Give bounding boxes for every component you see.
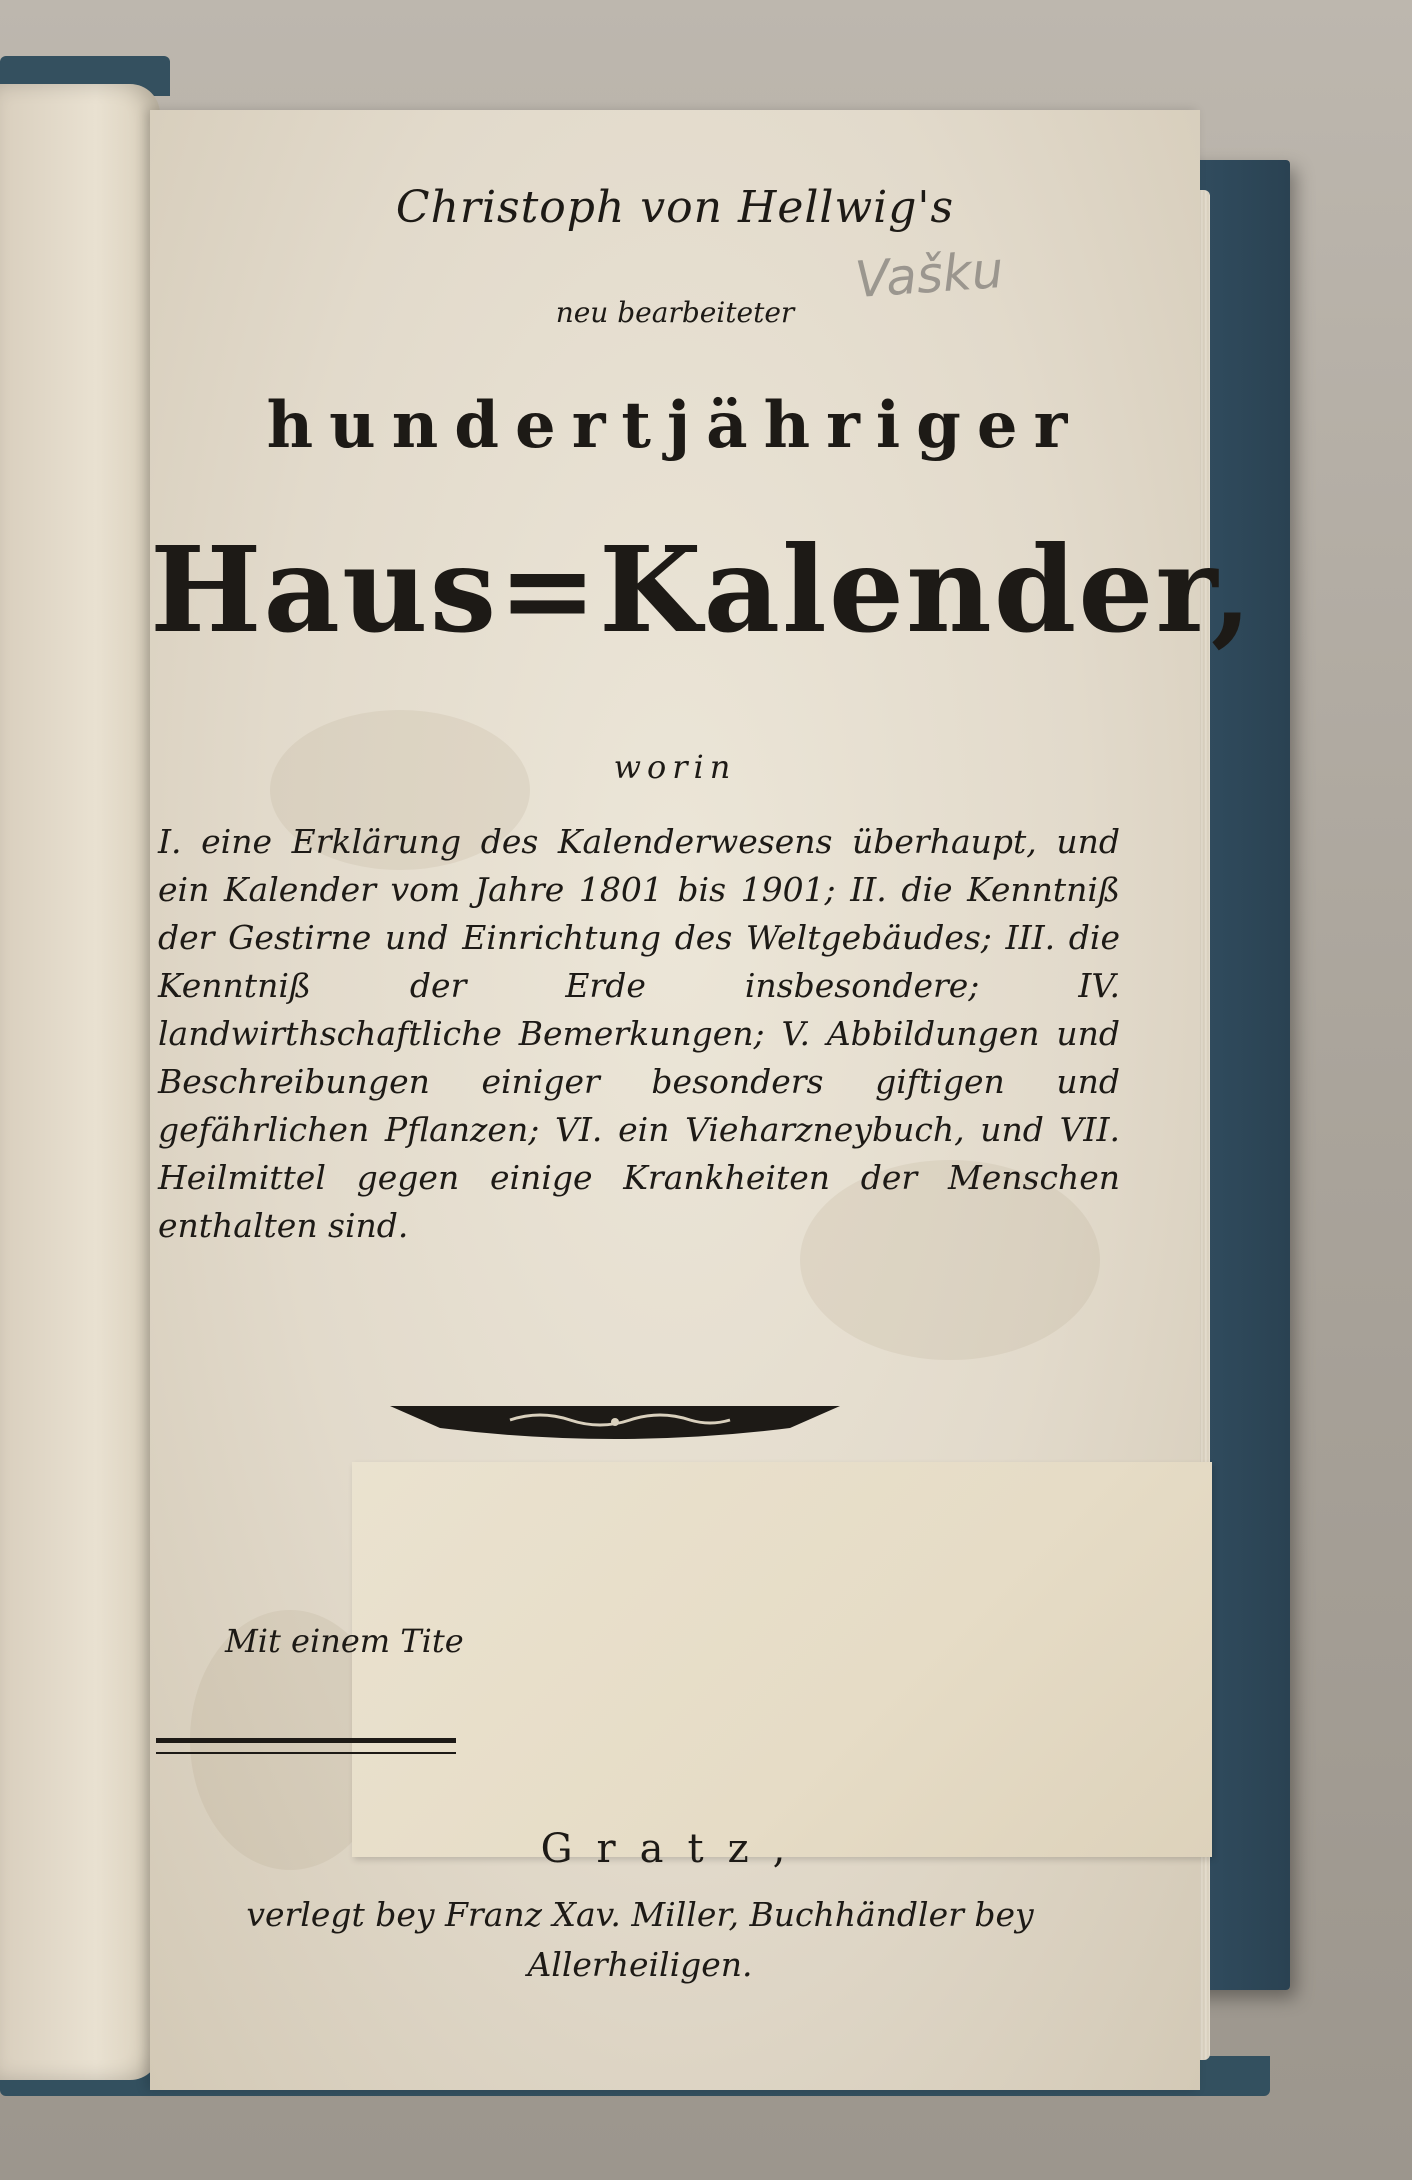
ornament-icon bbox=[390, 1398, 840, 1444]
left-page bbox=[0, 84, 160, 2080]
author-line: Christoph von Hellwig's bbox=[395, 182, 955, 233]
worin-line: worin bbox=[613, 748, 737, 786]
paper-label-patch bbox=[352, 1462, 1212, 1857]
subtitle-line: neu bearbeiteter bbox=[555, 296, 795, 329]
title-line-2: Haus=Kalender, bbox=[150, 520, 1255, 659]
partial-text-line: Mit einem Tite bbox=[225, 1622, 464, 1660]
imprint-text: verlegt bey Franz Xav. Miller, Buchhändler bey Allerheiligen. bbox=[246, 1895, 1034, 1984]
contents-paragraph: I. eine Erklärung des Kalenderwesens überhaupt, und ein Kalender vom Jahre 1801 bis 1901; II. die Kenntniß der Gestirne und Einrichtung des Weltgebäudes; III. die Kenntniß der Erde insbesondere; IV. landwirthschaftliche Bemerkungen; V. Abbildungen und Beschreibungen einiger besonders giftigen und gefährlichen Pflanzen; VI. ein Vieharzneybuch, und VII. Heilmittel gegen einige Krankheiten der Menschen enthalten sind. bbox=[158, 822, 1120, 1245]
double-rule-thick bbox=[156, 1738, 456, 1743]
double-rule-thin bbox=[156, 1752, 456, 1754]
handwritten-note: Vašku bbox=[853, 240, 1006, 310]
title-line-1: hundertjähriger bbox=[266, 388, 1084, 463]
city-line: Gratz, bbox=[540, 1826, 810, 1872]
